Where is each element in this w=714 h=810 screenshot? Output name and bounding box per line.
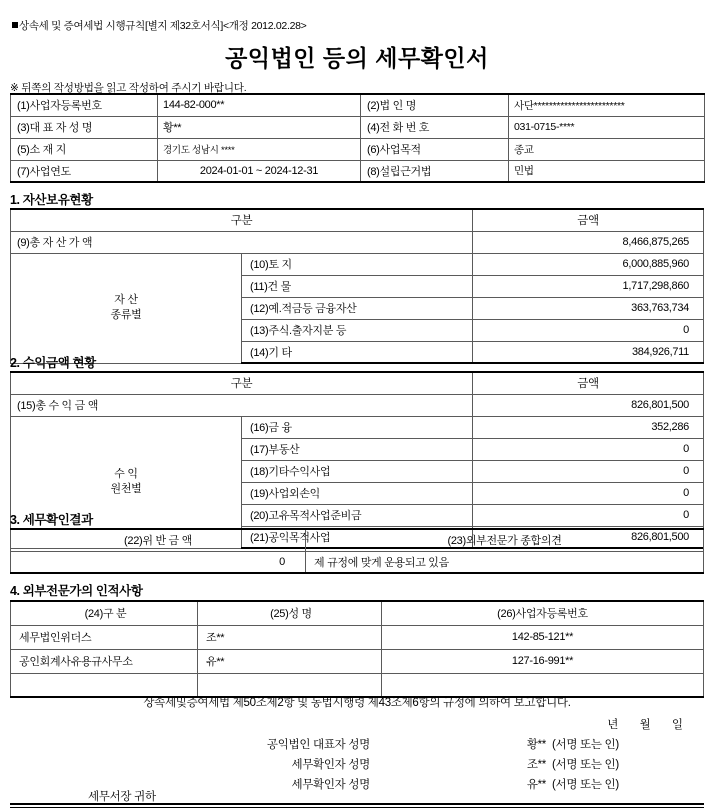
expert-col-name: (25)성 명 (198, 601, 382, 625)
expert-name: 유** (198, 649, 382, 673)
table-header-row (11, 209, 704, 231)
asset-group-label (11, 253, 242, 363)
table-header-row (11, 601, 704, 625)
form-reference (12, 18, 306, 33)
asset-item-value: 6,000,885,960 (473, 253, 704, 275)
table-row (11, 116, 705, 138)
value-business-reg-no: 144-82-000** (158, 94, 361, 116)
signature-value (502, 776, 692, 792)
value-address: 경기도 성남시 **** (158, 138, 361, 160)
signature-value (502, 736, 692, 752)
identity-table (10, 93, 705, 183)
label-address: (5)소 재 지 (11, 138, 158, 160)
asset-holdings-table (10, 208, 704, 364)
value-business-year: 2024-01-01 ~ 2024-12-31 (158, 160, 361, 182)
table-row (11, 94, 705, 116)
table-row (11, 625, 704, 649)
revenue-col-division: 구분 (11, 372, 473, 394)
table-row (11, 649, 704, 673)
signature-name: 유** (526, 779, 546, 791)
table-row (11, 416, 704, 438)
label-corporation-name: (2)법 인 명 (361, 94, 509, 116)
revenue-item-value: 352,286 (473, 416, 704, 438)
signature-name: 황** (526, 739, 546, 751)
label-business-year: (7)사업연도 (11, 160, 158, 182)
revenue-item-label: (19)사업외손익 (242, 482, 473, 504)
expert-col-biz-no: (26)사업자등록번호 (382, 601, 704, 625)
asset-item-label: (13)주식.출자지분 등 (242, 319, 473, 341)
table-header-row (11, 529, 704, 551)
label-representative-name: (3)대 표 자 성 명 (11, 116, 158, 138)
bottom-rule-thick (10, 803, 704, 805)
expert-name: 조** (198, 625, 382, 649)
section2-heading: 2. 수익금액 현황 (10, 356, 96, 370)
asset-col-amount: 금액 (473, 209, 704, 231)
signature-suffix: (서명 또는 인) (552, 739, 619, 751)
asset-group-label-line2: 종류별 (110, 309, 142, 321)
revenue-table (10, 371, 704, 549)
table-row (11, 394, 704, 416)
value-founding-law: 민법 (509, 160, 705, 182)
revenue-item-label: (18)기타수익사업 (242, 460, 473, 482)
date-line: 년 월 일 (607, 719, 692, 731)
revenue-group-label-line1: 수 익 (114, 468, 138, 481)
asset-item-label: (14)기 타 (242, 341, 473, 363)
revenue-item-value: 0 (473, 460, 704, 482)
revenue-item-label: (20)고유목적사업준비금 (242, 504, 473, 526)
revenue-item-value: 0 (473, 438, 704, 460)
asset-total-value: 8,466,875,265 (473, 231, 704, 253)
signature-suffix: (서명 또는 인) (552, 759, 619, 771)
result-col-violation: (22)위 반 금 액 (11, 529, 306, 551)
section3-heading: 3. 세무확인결과 (10, 513, 93, 527)
value-corporation-name: 사단************************ (509, 94, 705, 116)
value-representative-name: 황** (158, 116, 361, 138)
result-col-opinion: (23)외부전문가 종합의견 (306, 529, 704, 551)
revenue-item-value: 826,801,500 (473, 526, 704, 548)
table-header-row (11, 372, 704, 394)
asset-item-label: (10)토 지 (242, 253, 473, 275)
table-row (11, 551, 704, 573)
asset-total-label: (9)총 자 산 가 액 (11, 231, 473, 253)
form-reference-text: 상속세 및 증여세법 시행규칙[별지 제32호서식]<개정 2012.02.28> (19, 20, 307, 32)
revenue-item-label: (21)공익목적사업 (242, 526, 473, 548)
asset-item-value: 0 (473, 319, 704, 341)
revenue-total-label: (15)총 수 익 금 액 (11, 394, 473, 416)
tax-confirmation-result-table (10, 528, 704, 574)
table-row (11, 231, 704, 253)
external-expert-table (10, 600, 704, 698)
table-row (11, 253, 704, 275)
asset-item-value: 363,763,734 (473, 297, 704, 319)
bottom-rule-thin (10, 807, 704, 808)
revenue-item-value: 0 (473, 482, 704, 504)
revenue-item-label: (17)부동산 (242, 438, 473, 460)
label-founding-law: (8)설립근거법 (361, 160, 509, 182)
expert-col-division: (24)구 분 (11, 601, 198, 625)
result-violation-value: 0 (11, 551, 306, 573)
section1-heading: 1. 자산보유현황 (10, 193, 93, 207)
bullet-square-icon (12, 22, 18, 28)
value-phone-number: 031-0715-**** (509, 116, 705, 138)
revenue-col-amount: 금액 (473, 372, 704, 394)
asset-col-division: 구분 (11, 209, 473, 231)
label-business-purpose: (6)사업목적 (361, 138, 509, 160)
expert-division: 세무법인위더스 (11, 625, 198, 649)
asset-item-label: (12)예.적금등 금융자산 (242, 297, 473, 319)
revenue-total-value: 826,801,500 (473, 394, 704, 416)
section4-heading: 4. 외부전문가의 인적사항 (10, 584, 143, 598)
page-title: 공익법인 등의 세무확인서 (225, 45, 489, 71)
asset-group-label-line1: 자 산 (114, 294, 138, 307)
table-row (11, 138, 705, 160)
asset-item-value: 1,717,298,860 (473, 275, 704, 297)
addressee: 세무서장 귀하 (88, 791, 156, 803)
label-business-reg-no: (1)사업자등록번호 (11, 94, 158, 116)
legal-statement: 상속세및증여세법 제50조제2항 및 동법시행령 제43조제6항의 규정에 의하여 보고합니다. (143, 697, 571, 709)
signature-suffix: (서명 또는 인) (552, 779, 619, 791)
value-business-purpose: 종교 (509, 138, 705, 160)
revenue-item-value: 0 (473, 504, 704, 526)
signature-value (502, 756, 692, 772)
instruction-notice: ※ 뒤쪽의 작성방법을 읽고 작성하여 주시기 바랍니다. (10, 82, 247, 94)
signature-role: 공익법인 대표자 성명 (266, 739, 370, 751)
expert-division: 공인회계사유용규사무소 (11, 649, 198, 673)
expert-biz-no: 127-16-991** (382, 649, 704, 673)
result-opinion-value: 제 규정에 맞게 운용되고 있음 (306, 551, 704, 573)
signature-name: 조** (526, 759, 546, 771)
revenue-item-label: (16)금 융 (242, 416, 473, 438)
label-phone-number: (4)전 화 번 호 (361, 116, 509, 138)
signature-role: 세무확인자 성명 (291, 779, 370, 791)
revenue-group-label-line2: 원천별 (110, 483, 142, 495)
table-row (11, 160, 705, 182)
signature-role: 세무확인자 성명 (291, 759, 370, 771)
asset-item-value: 384,926,711 (473, 341, 704, 363)
expert-biz-no: 142-85-121** (382, 625, 704, 649)
asset-item-label: (11)건 물 (242, 275, 473, 297)
